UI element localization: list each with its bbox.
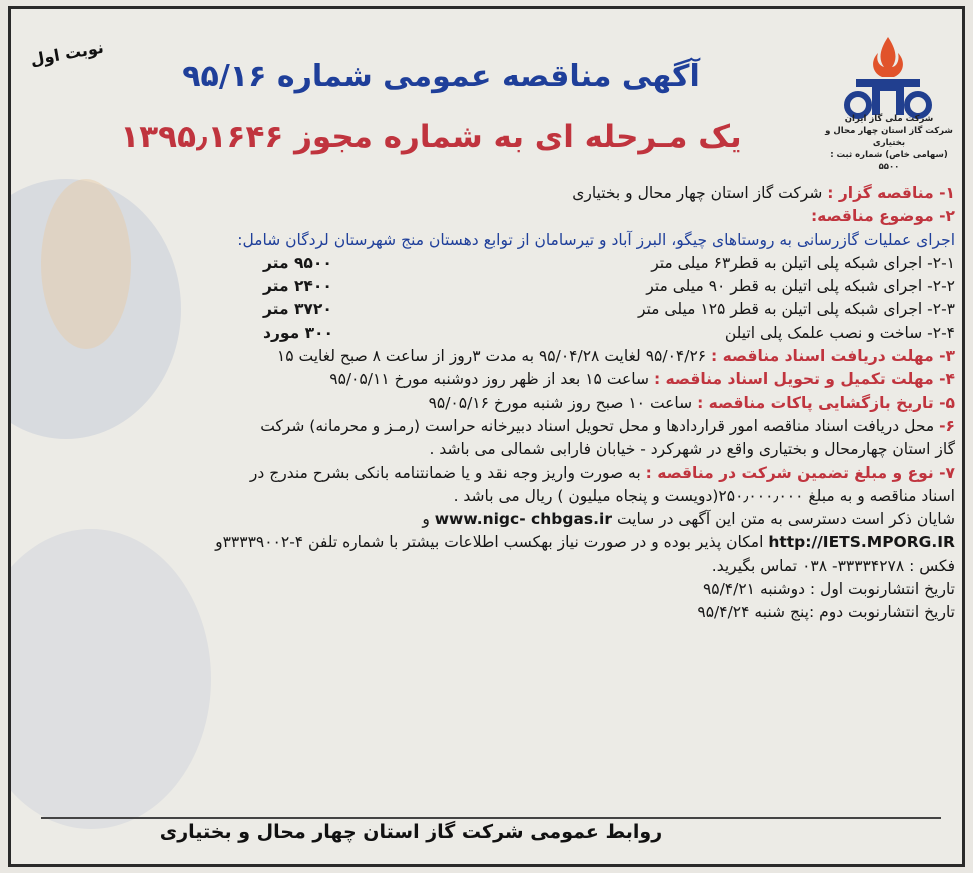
section-text: ساعت ۱۰ صبح روز شنبه مورخ ۹۵/۰۵/۱۶	[428, 393, 698, 412]
list-item	[31, 297, 955, 320]
item-text: ۲-۳- اجرای شبکه پلی اتیلن به قطر ۱۲۵ میلی متر	[637, 300, 955, 319]
list-item	[31, 251, 955, 274]
note-text: شایان ذکر است دسترسی به متن این آگهی در سایت	[616, 510, 955, 529]
tender-title: آگهی مناقصه عمومی شماره ۹۵/۱۶	[182, 59, 700, 94]
company-caption-line: شرکت گاز استان چهار محال و بختیاری	[825, 126, 953, 148]
gas-flame-icon	[828, 31, 948, 121]
note-text: امکان پذیر بوده و در صورت نیاز بهکسب اطلاعات بیشتر با شماره تلفن ۴-۳۳۳۳۹۰۰۲و	[215, 533, 769, 552]
note-fax: فکس : ۳۳۳۳۴۲۷۸- ۰۳۸ تماس بگیرید.	[711, 556, 955, 575]
note-text: و	[422, 510, 435, 529]
footer-signature: روابط عمومی شرکت گاز استان چهار محال و بختیاری	[159, 821, 663, 843]
section-label: ۲- موضوع مناقصه:	[810, 207, 955, 226]
section-text: به صورت واریز وجه نقد و یا ضمانتنامه بانکی بشرح مندرج در	[249, 463, 646, 482]
company-caption	[824, 113, 954, 173]
section-organizer	[31, 181, 955, 204]
website-link[interactable]: http://IETS.MPORG.IR	[768, 533, 955, 552]
item-text: ۲-۱- اجرای شبکه پلی اتیلن به قطر۶۳ میلی متر	[651, 253, 955, 272]
section-subject-heading	[31, 204, 955, 227]
section-text: ۹۵/۰۴/۲۶ لغایت ۹۵/۰۴/۲۸ به مدت ۳روز از ساعت ۸ صبح لغایت ۱۵	[276, 347, 712, 366]
company-caption-line: شرکت ملی گاز ایران	[844, 114, 934, 124]
website-link[interactable]: www.nigc- chbgas.ir	[434, 510, 612, 529]
section-subject-text: اجرای عملیات گازرسانی به روستاهای چیگو، البرز آباد و تیرسامان از توابع دهستان منج شهرستان لردگان شامل:	[237, 230, 955, 249]
company-caption-line: (سهامی خاص) شماره ثبت : ۵۵۰۰	[830, 150, 948, 172]
section-label: ۶-	[939, 416, 955, 435]
divider	[41, 817, 941, 819]
item-quantity: ۹۵۰۰ متر	[263, 253, 332, 272]
section-document-deadline	[31, 344, 955, 367]
tender-body	[31, 181, 955, 624]
item-quantity: ۳۷۲۰ متر	[263, 300, 332, 319]
publication-date-second: تاریخ انتشارنوبت دوم :پنج شنبه ۹۵/۴/۲۴	[697, 603, 955, 622]
section-location-cont: گاز استان چهارمحال و بختیاری واقع در شهرکرد - خیابان فارابی شمالی می باشد .	[429, 440, 955, 459]
note-contact	[31, 530, 955, 553]
section-text: شرکت گاز استان چهار محال و بختیاری	[572, 184, 828, 202]
item-quantity: ۳۰۰ مورد	[263, 323, 333, 342]
section-location	[31, 414, 955, 437]
section-guarantee-cont: اسناد مناقصه و به مبلغ ۲۵۰٫۰۰۰٫۰۰۰(دویست و پنجاه میلیون ) ریال می باشد .	[453, 486, 955, 505]
section-label: ۱- مناقصه گزار :	[827, 184, 955, 202]
section-label: ۴- مهلت تکمیل و تحویل اسناد مناقصه :	[653, 370, 955, 389]
tender-subtitle: یک مـرحله ای به شماره مجوز ۱۳۹۵٫۱۶۴۶	[120, 119, 742, 155]
section-label: ۳- مهلت دریافت اسناد مناقصه :	[711, 347, 955, 366]
section-guarantee	[31, 461, 955, 484]
section-submission-deadline	[31, 367, 955, 390]
edition-badge: نوبت اول	[28, 37, 105, 70]
note-website	[31, 507, 955, 530]
advertisement-page	[8, 6, 965, 867]
section-label: ۷- نوع و مبلغ تضمین شرکت در مناقصه :	[645, 463, 955, 482]
section-text: ساعت ۱۵ بعد از ظهر روز دوشنبه مورخ ۹۵/۰۵/۱۱	[329, 370, 654, 389]
section-label: ۵- تاریخ بازگشایی پاکات مناقصه :	[697, 393, 955, 412]
publication-date-first: تاریخ انتشارنوبت اول : دوشنبه ۹۵/۴/۲۱	[702, 580, 955, 599]
list-item	[31, 321, 955, 344]
section-text: محل دریافت اسناد مناقصه امور قراردادها و محل تحویل اسناد دبیرخانه حراست (رمـز و محرمانه) شرکت	[260, 416, 940, 435]
section-opening-date	[31, 391, 955, 414]
item-text: ۲-۴- ساخت و نصب علمک پلی اتیلن	[724, 323, 955, 342]
item-text: ۲-۲- اجرای شبکه پلی اتیلن به قطر ۹۰ میلی متر	[646, 277, 955, 296]
list-item	[31, 274, 955, 297]
item-quantity: ۲۴۰۰ متر	[263, 277, 332, 296]
